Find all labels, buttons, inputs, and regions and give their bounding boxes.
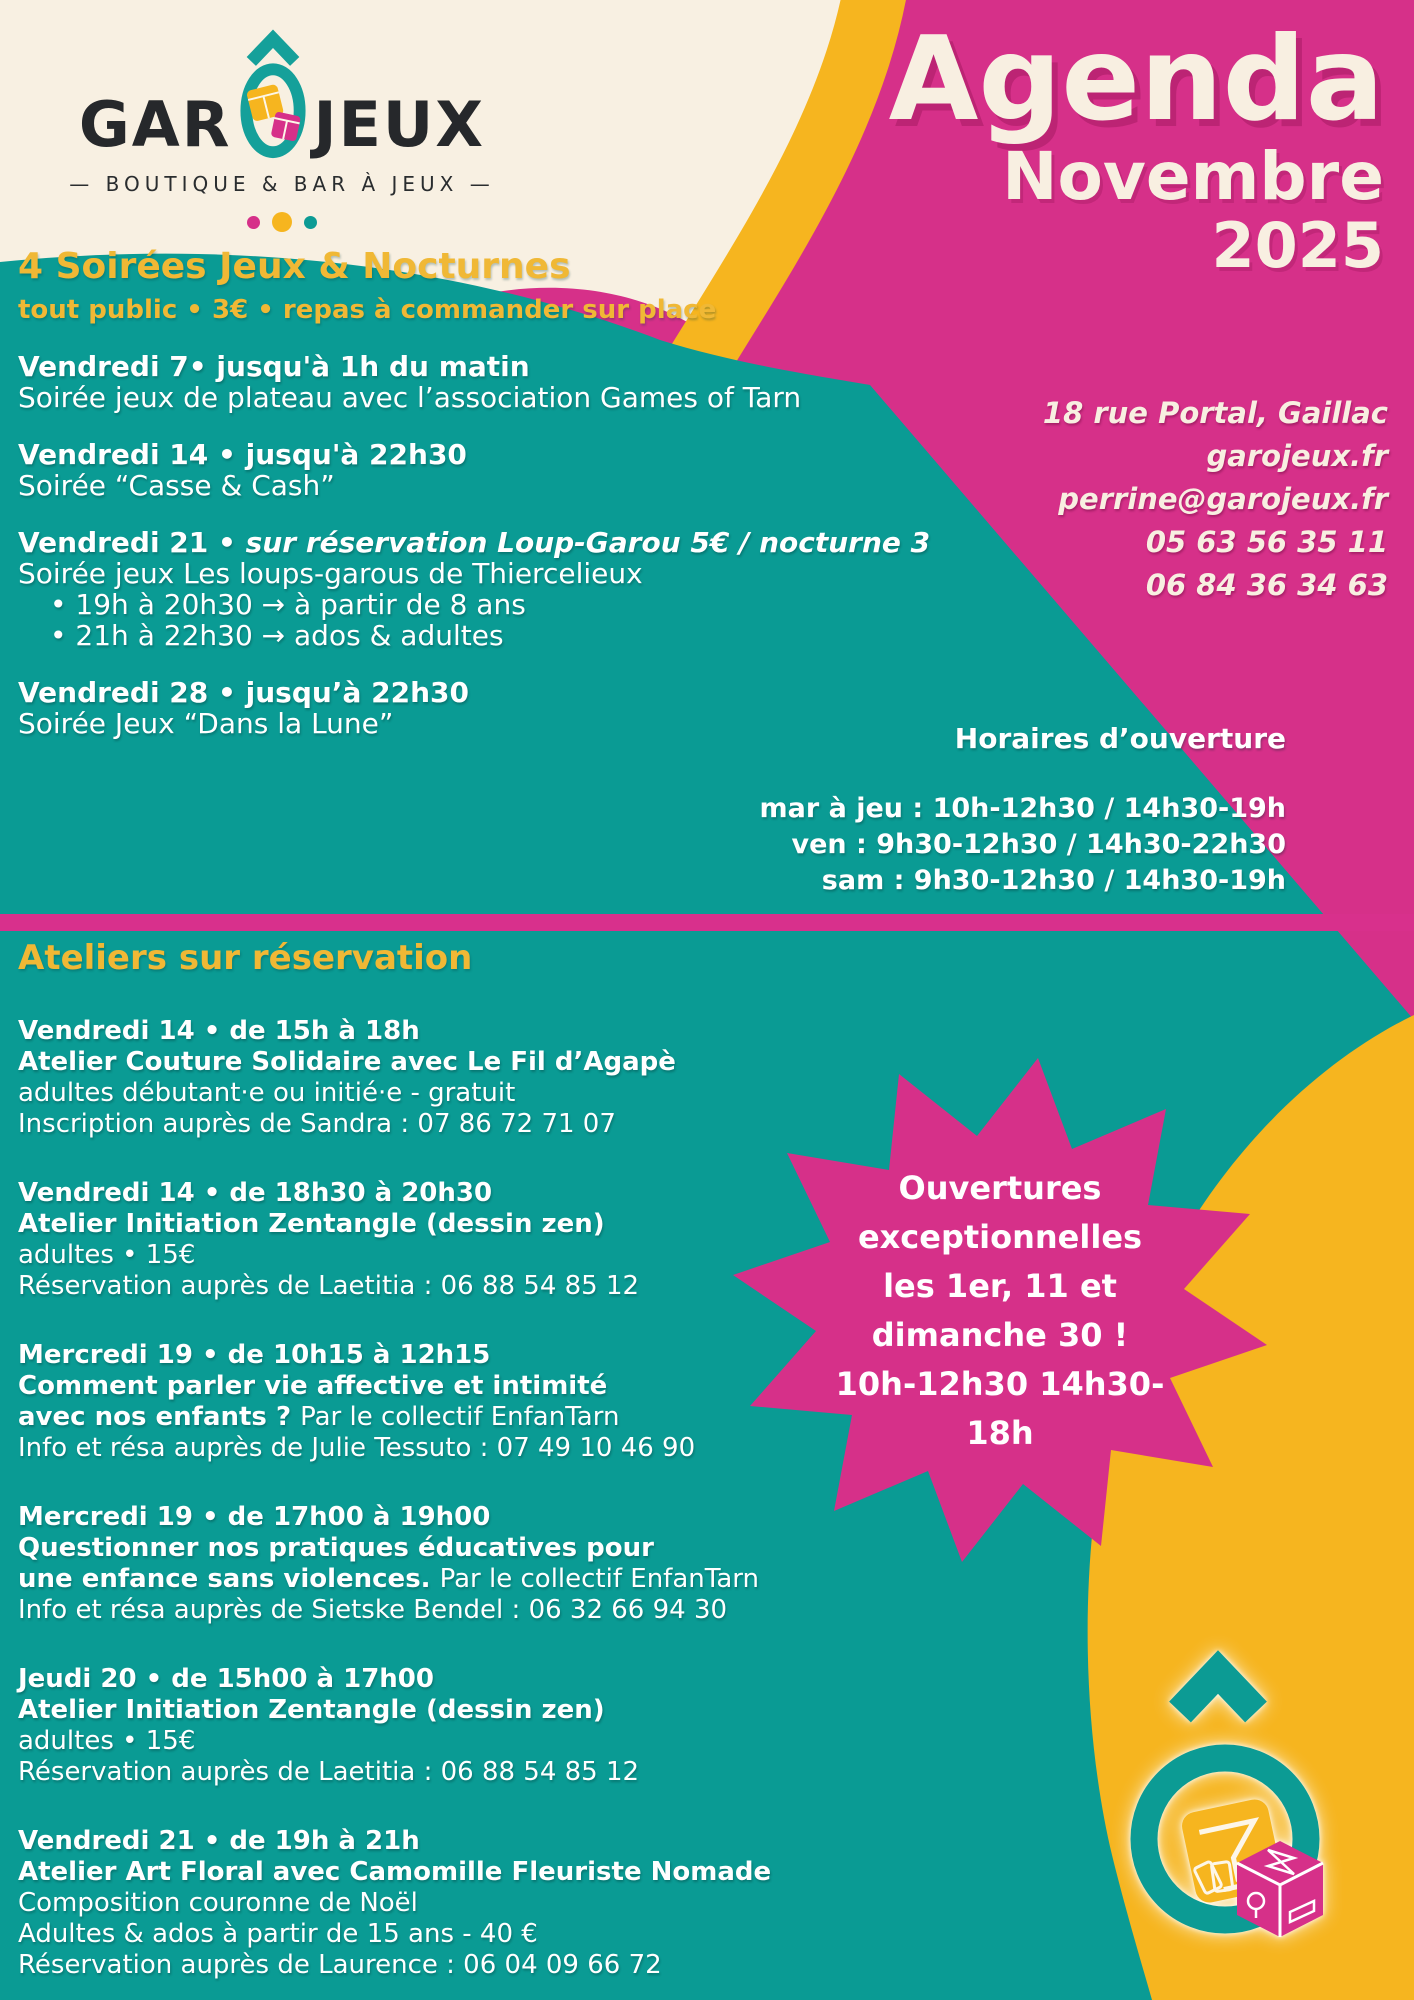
contact-website: garojeux.fr [1206,439,1388,473]
event-line: Réservation auprès de Laetitia : 06 88 54 85 12 [18,1271,640,1301]
event-date: Vendredi 21 • sur réservation Loup-Garou 5€ / nocturne 3 [18,526,931,559]
opening-hours [760,722,1286,899]
bullet-item: • 21h à 22h30 → ados & adultes [50,619,504,652]
event-desc: Soirée “Casse & Cash” [18,469,335,502]
event-line: Info et résa auprès de Sietske Bendel : 06 32 66 94 30 [18,1595,728,1625]
burst-line: 10h-12h30 14h30- [835,1365,1165,1403]
contact-block [1043,392,1388,607]
teal-dot-icon [304,216,317,229]
event-date: Mercredi 19 • de 10h15 à 12h15 [18,1340,491,1370]
burst-line: Ouvertures [898,1169,1102,1207]
agenda-month: Novembre [1002,137,1384,215]
event-line: Atelier Couture Solidaire avec Le Fil d’Agapè [18,1047,676,1077]
event-line: adultes • 15€ [18,1726,196,1756]
event-line: Inscription auprès de Sandra : 07 86 72 71 07 [18,1109,616,1139]
event-bullets [18,589,1018,651]
event-line: Atelier Art Floral avec Camomille Fleuriste Nomade [18,1857,772,1887]
burst-line: 18h [966,1414,1034,1452]
agenda-heading [888,12,1384,282]
agenda-year: 2025 [1211,208,1384,282]
divider-stripe [0,914,1414,931]
event-date: Vendredi 21 • de 19h à 21h [18,1826,420,1856]
logo-mark-dice-icon [1058,1600,1388,1998]
ateliers-title: Ateliers sur réservation [18,938,473,978]
atelier-event-6 [18,1826,1018,1981]
soirees-title: 4 Soirées Jeux & Nocturnes [18,246,571,287]
brand-tagline: — BOUTIQUE & BAR À JEUX — [69,172,495,196]
event-desc: Soirée Jeux “Dans la Lune” [18,707,394,740]
event-line: Questionner nos pratiques éducatives pour [18,1533,654,1563]
yellow-dot-icon [272,212,292,232]
event-date: Vendredi 28 • jusqu’à 22h30 [18,676,469,709]
contact-phone-fixed: 05 63 56 35 11 [1145,525,1388,559]
event-line: une enfance sans violences. Par le collectif EnfanTarn [18,1564,759,1594]
soiree-event-1 [18,351,1018,413]
contact-email: perrine@garojeux.fr [1058,482,1388,516]
burst-line: exceptionnelles [857,1218,1143,1256]
event-line: Atelier Initiation Zentangle (dessin zen) [18,1209,605,1239]
atelier-event-1 [18,1016,1018,1140]
soiree-event-2 [18,439,1018,501]
event-line: Réservation auprès de Laetitia : 06 88 54 85 12 [18,1757,640,1787]
event-line: Info et résa auprès de Julie Tessuto : 07 49 10 46 90 [18,1433,696,1463]
bullet-item: • 19h à 20h30 → à partir de 8 ans [50,588,526,621]
event-line: adultes • 15€ [18,1240,196,1270]
brand-part2: JEUX [313,88,486,161]
contact-phone-mobile: 06 84 36 34 63 [1145,568,1388,602]
event-line: Réservation auprès de Laurence : 06 04 09 66 72 [18,1950,662,1980]
hours-line: mar à jeu : 10h-12h30 / 14h30-19h [759,793,1286,824]
event-date-italic: sur réservation Loup-Garou 5€ / nocturne 3 [245,526,931,559]
atelier-event-5 [18,1664,1018,1788]
brand-o-dice-icon [235,18,311,164]
brand-part1: GAR [78,88,232,161]
event-date: Vendredi 14 • jusqu'à 22h30 [18,438,467,471]
burst-line: dimanche 30 ! [871,1316,1129,1354]
pink-dot-icon [247,216,260,229]
burst-line: les 1er, 11 et [883,1267,1117,1305]
hours-line: sam : 9h30-12h30 / 14h30-19h [821,865,1286,896]
event-date: Mercredi 19 • de 17h00 à 19h00 [18,1502,491,1532]
soirees-subtitle: tout public • 3€ • repas à commander sur place [18,295,717,325]
hours-title: Horaires d’ouverture [954,722,1286,755]
brand-dots [52,212,512,232]
hours-line: ven : 9h30-12h30 / 14h30-22h30 [791,829,1286,860]
event-date: Vendredi 7• jusqu'à 1h du matin [18,350,530,383]
event-desc: Soirée jeux de plateau avec l’association Games of Tarn [18,381,802,414]
section-ateliers [18,938,1018,1981]
agenda-title: Agenda [888,12,1384,147]
soiree-event-3 [18,527,1018,651]
event-date: Vendredi 14 • de 18h30 à 20h30 [18,1178,493,1208]
event-line: Comment parler vie affective et intimité [18,1371,608,1401]
event-date: Jeudi 20 • de 15h00 à 17h00 [18,1664,434,1694]
special-openings-burst [778,1164,1222,1458]
event-desc: Soirée jeux Les loups-garous de Thiercelieux [18,557,643,590]
contact-address: 18 rue Portal, Gaillac [1042,396,1388,430]
event-date: Vendredi 14 • de 15h à 18h [18,1016,420,1046]
event-line: adultes débutant·e ou initié·e - gratuit [18,1078,516,1108]
event-line: Composition couronne de Noël [18,1888,418,1918]
event-line: Atelier Initiation Zentangle (dessin zen) [18,1695,605,1725]
atelier-event-4 [18,1502,1018,1626]
brand-wordmark [52,18,512,162]
event-line: avec nos enfants ? Par le collectif EnfanTarn [18,1402,620,1432]
section-soirees [18,246,1018,739]
event-line: Adultes & ados à partir de 15 ans - 40 € [18,1919,538,1949]
brand-logo [52,18,512,232]
